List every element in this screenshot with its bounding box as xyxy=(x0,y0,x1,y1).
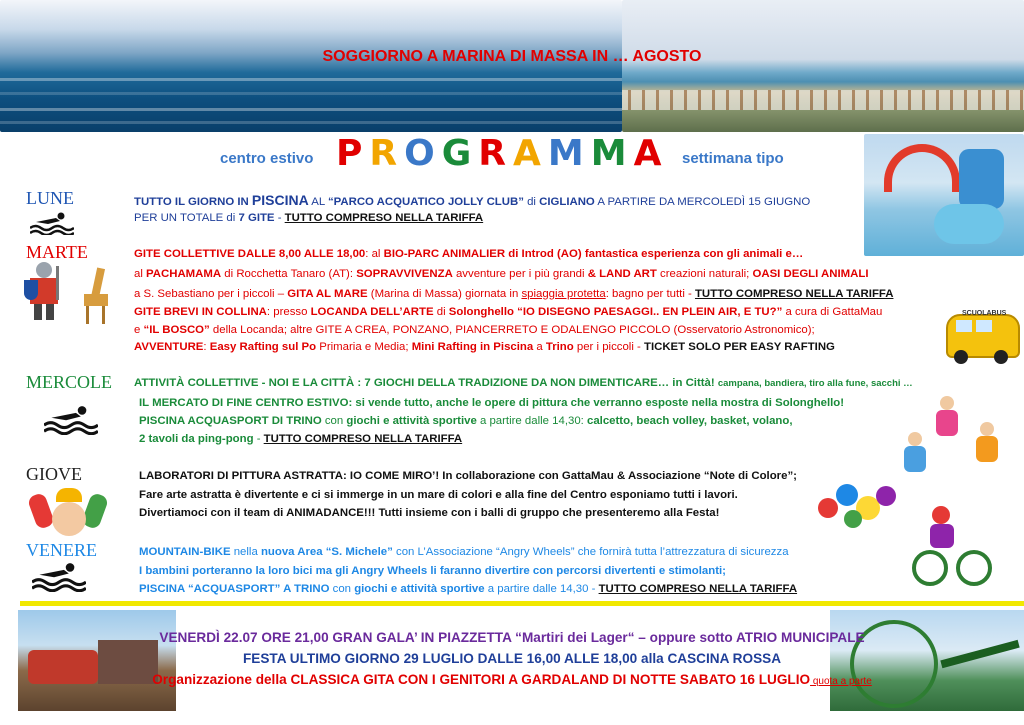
programma-letter: R xyxy=(478,133,514,174)
marte-line-6: AVVENTURE: Easy Rafting sul Po Primaria e Media; Mini Rafting in Piscina a Trino per i piccoli - TICKET SOLO PER EASY RAFTING xyxy=(134,341,835,353)
marte-line-3: a S. Sebastiano per i piccoli – GITA AL MARE (Marina di Massa) giornata in spiaggia protetta: bagno per tutti - TUTTO COMPRESO NELLA TARIFFA xyxy=(134,288,894,300)
venere-line-1: MOUNTAIN-BIKE nella nuova Area “S. Michele” con L’Associazione “Angry Wheels” che fornirà tutta l’attrezzatura di sicurezza xyxy=(139,546,789,558)
programma-left-text: centro estivo xyxy=(220,150,314,167)
footer-line-2: FESTA ULTIMO GIORNO 29 LUGLIO DALLE 16,00 ALLE 18,00 alla CASCINA ROSSA xyxy=(242,651,782,666)
programma-letter: G xyxy=(441,133,479,174)
lune-line-2: PER UN TOTALE di 7 GITE - TUTTO COMPRESO NELLA TARIFFA xyxy=(134,212,484,224)
programma-letter: A xyxy=(633,133,669,174)
mercole-line-1: ATTIVITÀ COLLETTIVE - NOI E LA CITTÀ : 7 GIOCHI DELLA TRADIZIONE DA NON DIMENTICARE… in Città! campana, bandiera, tiro alla fune, sacchi … xyxy=(134,377,913,389)
programma-letters xyxy=(336,133,668,174)
mercole-line-4: 2 tavoli da ping-pong - TUTTO COMPRESO NELLA TARIFFA xyxy=(139,433,463,445)
programma-letter: M xyxy=(547,133,591,174)
programma-letter: P xyxy=(336,133,370,174)
giraffe-illustration xyxy=(80,268,112,324)
mercole-line-2: IL MERCATO DI FINE CENTRO ESTIVO: si vende tutto, anche le opere di pittura che verranno esposte nella mostra di Solonghello! xyxy=(139,397,845,409)
knight-illustration xyxy=(24,262,64,322)
programma-letter: M xyxy=(590,133,634,174)
swimmer-icon xyxy=(30,211,74,235)
venere-line-3: PISCINA “ACQUASPORT” A TRINO con giochi e attività sportive a partire dalle 14,30 - TUTTO COMPRESO NELLA TARIFFA xyxy=(139,583,798,595)
footer-line-3: Organizzazione della CLASSICA GITA CON I GENITORI A GARDALAND DI NOTTE SABATO 16 LUGLIO quota a parte xyxy=(152,672,872,687)
painted-hands-photo xyxy=(32,488,106,540)
paint-splash-illustration xyxy=(818,480,904,530)
kids-on-bikes-illustration xyxy=(906,500,1006,586)
footer xyxy=(0,606,1024,725)
footer-line-1: VENERDÌ 22.07 ORE 21,00 GRAN GALA’ IN PIAZZETTA “Martiri dei Lager“ – oppure sotto ATRIO MUNICIPALE xyxy=(159,630,865,645)
day-label-marte: MARTE xyxy=(26,242,88,262)
mercole-line-3: PISCINA ACQUASPORT DI TRINO con giochi e attività sportive a partire dalle 14,30: calcetto, beach volley, basket, volano, xyxy=(139,415,793,427)
swimmer-icon xyxy=(44,403,98,435)
day-label-giove: GIOVE xyxy=(26,464,82,484)
programma-right-text: settimana tipo xyxy=(682,150,784,167)
beach-photo xyxy=(622,0,1024,132)
giove-line-1: LABORATORI DI PITTURA ASTRATTA: IO COME MIRO’! In collaborazione con GattaMau & Associazione “Note di Colore”; xyxy=(139,470,797,482)
swimmer-icon xyxy=(32,560,86,592)
day-label-venere: VENERE xyxy=(26,540,97,560)
day-label-lune: LUNE xyxy=(26,188,74,208)
marte-line-2: al PACHAMAMA di Rocchetta Tanaro (AT): SOPRAVVIVENZA avventure per i più grandi & LAND ART creazioni naturali; OASI DEGLI ANIMALI xyxy=(134,268,869,280)
programma-letter: O xyxy=(404,133,442,174)
giove-line-3: Divertiamoci con il team di ANIMADANCE!!! Tutti insieme con i balli di gruppo che presenteremo alla Festa! xyxy=(139,507,720,519)
marte-line-5: e “IL BOSCO” della Locanda; altre GITE A CREA, PONZANO, PIANCERRETO E ODALENGO PICCOLO (Osservatorio Astronomico); xyxy=(134,324,815,336)
programma-letter: R xyxy=(369,133,405,174)
waterpark-photo xyxy=(864,134,1024,256)
marte-line-1: GITE COLLETTIVE DALLE 8,00 ALLE 18,00: al BIO-PARC ANIMALIER di Introd (AO) fantastica esperienza con gli animali e… xyxy=(134,248,804,260)
sea-photo xyxy=(0,0,622,132)
marte-line-4: GITE BREVI IN COLLINA: presso LOCANDA DELL’ARTE di Solonghello “IO DISEGNO PAESAGGI.. EN PLEIN AIR, E TU?” a cura di GattaMau xyxy=(134,306,883,318)
programma-heading xyxy=(220,133,820,173)
school-bus-illustration: SCUOLABUS xyxy=(944,310,1018,364)
day-label-mercole: MERCOLE xyxy=(26,372,113,392)
venere-line-2: I bambini porteranno la loro bici ma gli Angry Wheels li faranno divertire con percorsi divertenti e stimolanti; xyxy=(139,565,726,577)
programma-letter: A xyxy=(513,133,548,174)
children-playing-illustration xyxy=(900,392,1024,492)
lune-line-1: TUTTO IL GIORNO IN PISCINA AL “PARCO ACQUATICO JOLLY CLUB” di CIGLIANO A PARTIRE DA MERCOLEDÌ 15 GIUGNO xyxy=(134,192,811,208)
giove-line-2: Fare arte astratta è divertente e ci si immerge in un mare di colori e alla fine del Centro esponiamo tutti i lavori. xyxy=(139,489,738,501)
page-title: SOGGIORNO A MARINA DI MASSA IN … AGOSTO xyxy=(322,48,702,65)
